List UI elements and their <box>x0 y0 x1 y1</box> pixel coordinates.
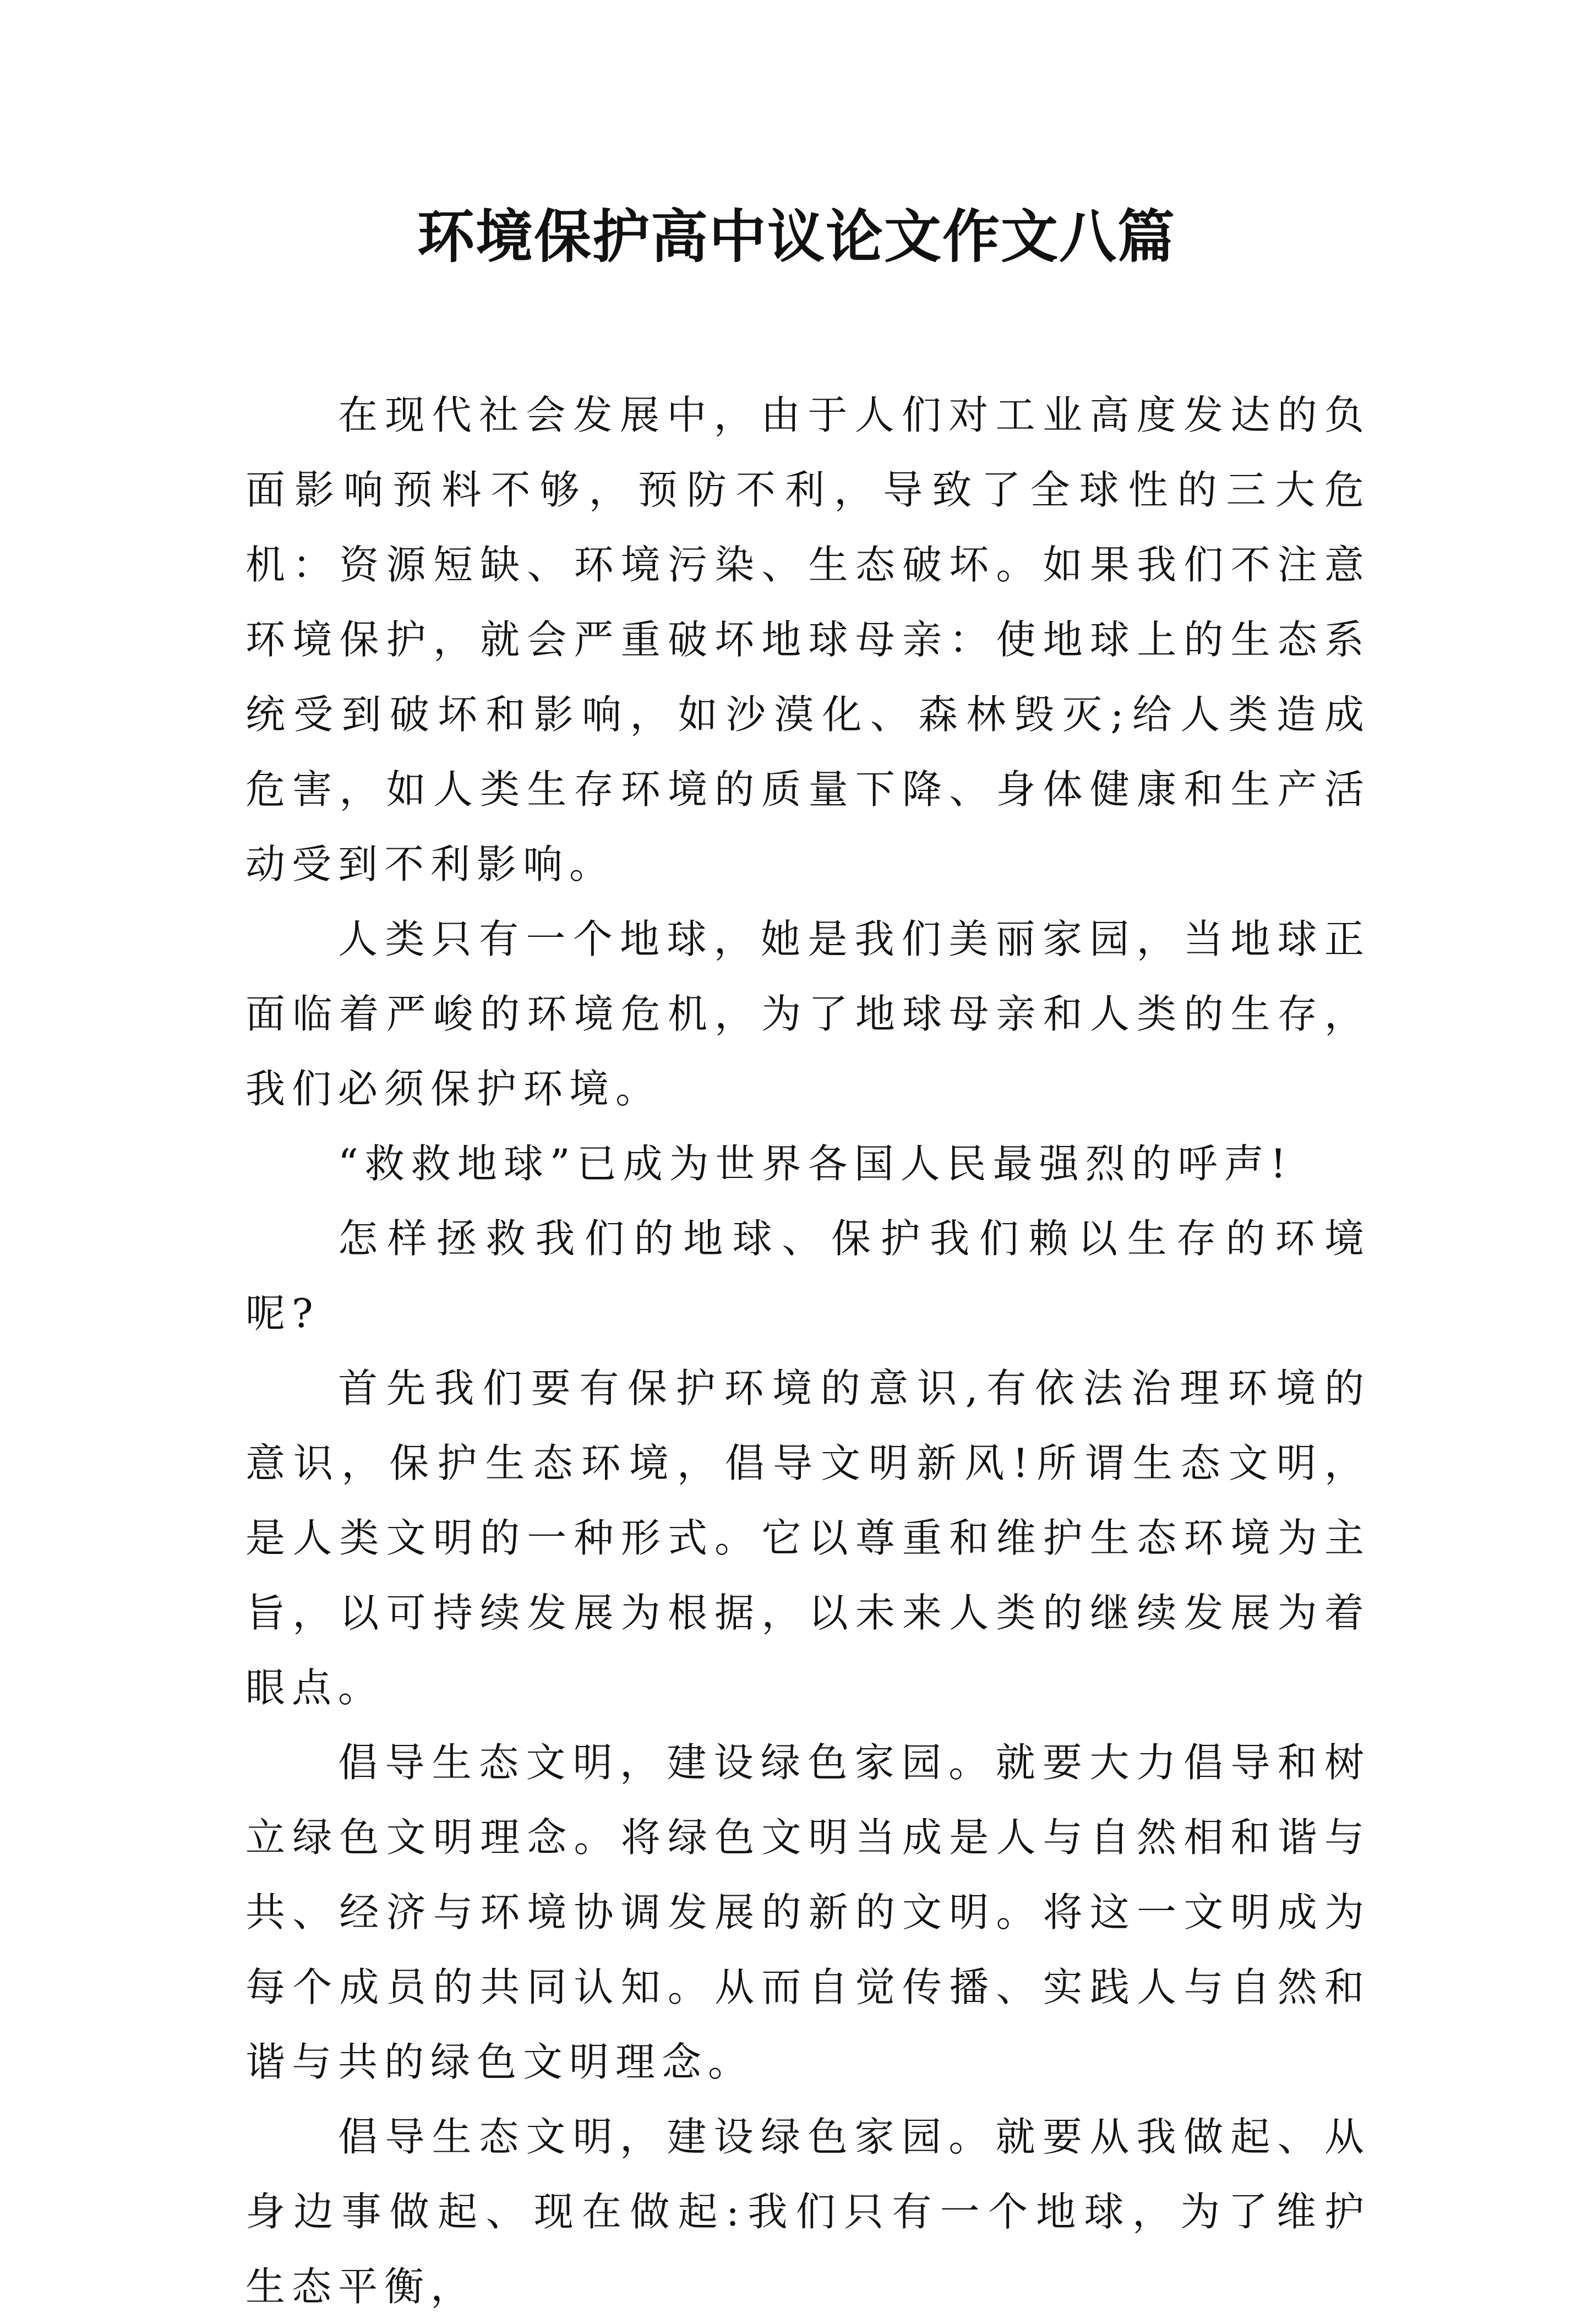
document-body <box>246 378 1371 2324</box>
paragraph: 倡导生态文明，建设绿色家园。就要从我做起、从身边事做起、现在做起:我们只有一个地球，为了维护生态平衡， <box>246 2114 1371 2310</box>
paragraph: 人类只有一个地球，她是我们美丽家园，当地球正面临着严峻的环境危机，为了地球母亲和人类的生存，我们必须保护环境。 <box>246 916 1371 1112</box>
paragraph: 在现代社会发展中，由于人们对工业高度发达的负面影响预料不够，预防不利，导致了全球性的三大危机：资源短缺、环境污染、生态破坏。如果我们不注意环境保护，就会严重破坏地球母亲：使地球上的生态系统受到破坏和影响，如沙漠化、森林毁灭;给人类造成危害，如人类生存环境的质量下降、身体健康和生产活动受到不利影响。 <box>246 392 1371 887</box>
paragraph: 倡导生态文明，建设绿色家园。就要大力倡导和树立绿色文明理念。将绿色文明当成是人与自然相和谐与共、经济与环境协调发展的新的文明。将这一文明成为每个成员的共同认知。从而自觉传播、实践人与自然和谐与共的绿色文明理念。 <box>246 1739 1371 2085</box>
paragraph: “救救地球”已成为世界各国人民最强烈的呼声! <box>338 1141 1293 1187</box>
paragraph: 怎样拯救我们的地球、保护我们赖以生存的环境呢? <box>246 1215 1371 1336</box>
paragraph: 首先我们要有保护环境的意识,有依法治理环境的意识，保护生态环境，倡导文明新风!所谓生态文明，是人类文明的一种形式。它以尊重和维护生态环境为主旨，以可持续发展为根据，以未来人类的继续发展为着眼点。 <box>246 1365 1371 1711</box>
document-title: 环境保护高中议论文作文八篇 <box>417 203 1176 270</box>
